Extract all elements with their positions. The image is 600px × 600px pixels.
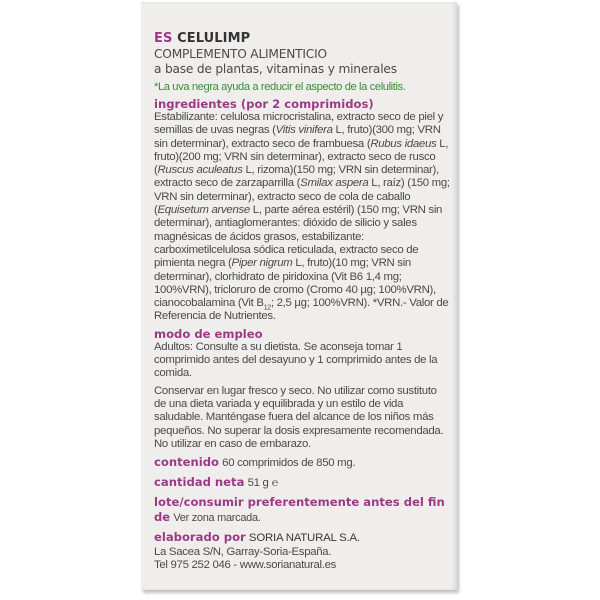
net-quantity-row [154,476,450,491]
manufacturer-name: SORIA NATURAL S.A. [248,532,360,545]
lot-row [154,496,450,525]
label-content [154,31,450,572]
ingredients-heading: ingredientes (por 2 comprimidos) [154,97,374,111]
manufacturer-address: La Sacea S/N, Garray-Soria-España. [154,545,332,558]
net-quantity-value: 51 g [247,476,269,489]
ingredient-text: Estabilizante: celulosa microcristalina, extracto seco de piel y semillas de uvas negras ( [154,111,444,137]
product-base: a base de plantas, vitaminas y minerales [154,61,397,76]
ingredient-text: L, fruto)(200 mg; VRN sin determinar), extracto seco de rusco ( [154,137,449,177]
estimated-sign-icon: ℮ [271,476,279,489]
species-name: Piper nigrum [231,257,293,270]
species-name: Smilax aspera [300,177,369,190]
health-claim: *La uva negra ayuda a reducir el aspecto de la celulitis. [154,81,406,93]
manufacturer-label: elaborado por [154,530,246,545]
language-code: ES [154,31,173,46]
product-name: CELULIMP [177,31,251,46]
manufacturer-contact: Tel 975 252 046 - www.sorianatural.es [154,558,337,571]
species-name: Rubus idaeus [370,137,437,150]
warnings-text: Conservar en lugar fresco y seco. No utilizar como sustituto de una dieta variada y equilibrada y un estilo de vida saludable. Manténgase fuera del alcance de los niños más pequeños. No superar la dosis expresamente recomendada. No utilizar en caso de embarazo. [154,384,444,450]
net-quantity-label: cantidad neta [154,474,245,489]
content-label: contenido [154,455,219,470]
content-value: 60 comprimidos de 850 mg. [222,457,356,470]
ingredient-text: L, rizoma)(150 mg; VRN sin determinar), extracto seco de zarzaparrilla ( [154,164,439,190]
product-title [154,31,450,47]
ingredients-text [154,111,450,324]
species-name: Vitis vinifera [275,124,333,137]
manufacturer-row [154,531,450,546]
content-row [154,456,450,471]
ingredient-text: L, fruto)(300 mg; VRN sin determinar), extracto seco de frambuesa ( [154,124,441,150]
product-box-label-panel [141,2,457,590]
lot-label: lote/consumir preferentemente antes del fin de [154,495,445,524]
ingredient-text: 12 [263,304,271,312]
usage-heading: modo de empleo [154,326,263,341]
species-name: Ruscus aculeatus [157,164,243,177]
lot-value: Ver zona marcada. [173,511,261,524]
ingredient-text: L, parte aérea estéril) (150 mg; VRN sin determinar), antiaglomerantes: dióxido de silicio y sales magnésicas de ácidos grasos, estabilizante: carboximetilcelulosa sódica reticulada, extracto seco de pimienta negra ( [154,204,443,270]
species-name: Equisetum arvense [157,204,250,217]
ingredient-text: L, raíz) (150 mg; VRN sin determinar), extracto seco de cola de caballo ( [154,177,450,217]
usage-text: Adultos: Consulte a su dietista. Se aconseja tomar 1 comprimido antes del desayuno y 1 comprimido antes de la comida. [154,340,438,380]
ingredient-text: ; 2,5 µg; 100%VRN). *VRN.- Valor de Referencia de Nutrientes. [154,297,449,323]
ingredient-text: L, fruto)(10 mg; VRN sin determinar), clorhidrato de piridoxina (Vit B6 1,4 mg; 100%VRN), tricloruro de cromo (Cromo 40 µg; 100%VRN), cianocobalamina (Vit B [154,257,436,310]
product-type: COMPLEMENTO ALIMENTICIO [154,47,327,61]
